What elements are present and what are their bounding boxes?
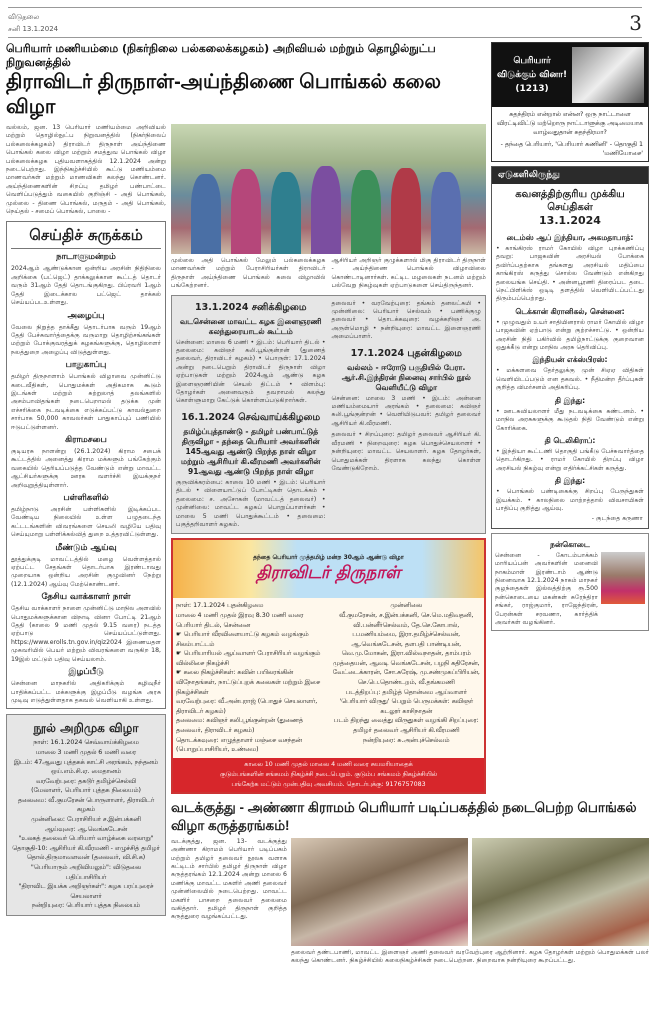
masthead	[8, 11, 58, 35]
bottom-body: வடக்குத்து, ஜன. 13- வடக்குத்து அண்ணா கிராமம் பெரியார் படிப்பகம் மற்றும் தமிழர் தலைவர் நூலக வளாக கட்டிடம் சார்பில் தமிழர் திருநாள் விழா கருத்தரங்கம் 12.1.2024 அன்று மாலை 6 மணிக்கு மாவட்ட மகளிர் அணி தலைவர் முன்னிலையில் நடைபெற்றது. மாவட்ட மகளிர் பாசறை தலைவர் தலைமை வகித்தார். தமிழர் திருநாள் குறித்த கருத்துரை வழங்கப்பட்டது.	[171, 837, 287, 921]
poster-top-text: தந்தை பெரியார் முத்தமிழ் மன்ற 30ஆம் ஆண்டு விழா	[253, 554, 404, 562]
quote-text: சுதந்திரம் என்றால் என்ன? ஒரு நாட்டாளை விரட்டிவிட்டு மற்றொரு நாட்டாளுக்கு அடிமையாக வாழ்வதுதான் சுதந்திரமா?	[497, 111, 644, 136]
schedule-date: 17.1.2024 புதன்கிழமை	[350, 347, 462, 359]
periyar-portrait	[572, 47, 644, 103]
book-launch-box	[6, 714, 166, 916]
book-line: இடம்: 47ஆவது புத்தகக் காட்சி அரங்கம், நந்தனம் ஒய்.எம்.சி.ஏ. மைதானம்	[13, 758, 159, 776]
book-line: "திராவிட இயக்க அறிஞர்கள்": கழக பரப்புரைச் செயலாளர்	[18, 883, 154, 900]
brief-text: தமிழ்நாடு அரசின் பள்ளிகளில் இடிக்கப்பட வேண்டிய நிலையில் உள்ள பழுதடைந்த கட்டடங்களின் விவரங்களை செயலி வழியே பதிவு செய்யுமாறு பள்ளிக்கல்வித் துறை உத்தரவிட்டுள்ளது.	[11, 506, 161, 539]
book-line: வரவேற்புரை: தகடூர் தமிழ்ச்செல்வி	[36, 777, 136, 785]
book-line: "உலகத் தலைவர் பெரியார் வாழ்க்கை வரலாறு"	[18, 835, 154, 843]
donor-photo	[601, 552, 645, 604]
bottom-headline: வடக்குத்து - அண்ணா கிராமம் பெரியார் படிப்பகத்தில் நடைபெற்ற பொங்கல் விழா கருத்தரங்கம்!	[171, 799, 637, 833]
digest-item: • பொங்கல் பண்டிகைக்கு சிறப்பு பேருந்துகள் இயக்கம். • காலநிலை மாற்றத்தால் விவசாயிகள் பாதிப்பு குறித்து ஆய்வு.	[496, 488, 644, 512]
brief-heading: கிராமசபை	[65, 434, 107, 445]
poster-footer-line: பங்கேற்க மட்டும் முன்பதிவு அவசியம். தொடர்புக்கு: 9176757083	[231, 780, 426, 788]
event-schedule	[171, 295, 486, 535]
brief-heading: மீண்டும் ஆய்வு	[55, 542, 117, 553]
book-line: தலைமை: வீ.குமரேசன் பொருளாளர், திராவிடர் கழகம்	[17, 796, 155, 814]
digest-banner: ஏடுகளிலிருந்து	[492, 167, 648, 184]
schedule-text: குருவிக்கரம்பை: காலை 10 மணி • இடம்: பெரியார் திடல் • விளையாட்டுப் போட்டிகள் தொடக்கம் • தலைமை: ச. அசோகன் (மாவட்டத் தலைவர்) • முன்னிலை: மாவட்ட கழகப் பொறுப்பாளர்கள் • மாலை 5 மணி பொதுக்கூட்டம் • தலைமை: பகுத்தறிவாளர் கழகம்.	[176, 478, 326, 528]
poster-banner	[173, 540, 484, 598]
digest-source: டெக்கான் கிரானிகல், சென்னை:	[515, 306, 625, 316]
digest-item: • காங்கிரஸ் ராமர் கோயில் விழா புறக்கணிப்பு தவறு: பாஜகவின் அரசியல் போக்கை தவிர்ப்பதற்காக தங்களது அரசியல் மதிப்பை காங்கிரஸ் கருத்து சொல்ல வேண்டும் என்கிறது தலையங்க செய்தி. • அன்னபூரணி திரைப்பட தடை நெட்பிளிக்ஸ் ஒடிடி தளத்தில் வெளியிடப்பட்டது திரும்பப்பெற்றது.	[496, 245, 644, 303]
brief-text: வேலை நிறுத்த தாக்கீது தொடர்பாக வரும் 19ஆம் தேதி பேச்சுவார்த்தைக்கு வருமாறு தொழிற்சங்கங்கள் மற்றும் போக்குவரத்துக் கழகங்களுக்கு, தொழிலாளர் நலத்துறை அழைப்பு விடுத்துள்ளது.	[11, 323, 161, 356]
bottom-body-2: தலைவர் தண்டபாணி, மாவட்ட இளைஞர் அணி தலைவர் வரவேற்புரை ஆற்றினார். கழக தோழர்கள் மற்றும் பொதுமக்கள் பலர் கலந்து கொண்டனர். நிகழ்ச்சியில் கலைநிகழ்ச்சிகள் நடைபெற்றன. நிறைவாக நன்றியுரை கூறப்பட்டது.	[291, 948, 649, 965]
digest-source: டைம்ஸ் ஆப் இந்தியா, அகமதாபாத்:	[506, 233, 634, 242]
issue-date: சனி 13.1.2024	[8, 25, 59, 33]
event-photo-2	[472, 838, 649, 946]
quote-title: பெரியார் விடுக்கும் வினா! (1213)	[496, 56, 568, 94]
brief-heading: இழப்பீடு	[68, 667, 104, 678]
lead-body: வல்லம், ஜன. 13 பெரியார் மணியம்மை அறிவியல் மற்றும் தொழில்நுட்ப நிறுவனத்தில் (நிகர்நிலைப் பல்கலைக்கழகம்) திராவிடர் திருநாள் அய்ந்திணை பொங்கல் கலை விழா மற்றும் சமத்துவ பொங்கல் விழா பல்கலைக்கழக புதியவளாகத்தில் 12.1.2024 அன்று நடைபெற்றது. இந்நிகழ்ச்சியில் கூட்டு மணியம்மை மாணவர்கள் மற்றும் மாணவிகள் கலந்து கொண்டனர். அய்ந்திணைகளின் சிறப்பு தமிழர் பண்பாட்டை வெளிப்படுத்தும் வகையில் குறிஞ்சி - அதி பொங்கல், முல்லை - திணை பொங்கல், மருதம் - அதி பொங்கல், நெய்தல் - சமைப் பொங்கல், பாலை -	[6, 124, 166, 216]
digest-item: • மக்களவை தேர்தலுக்கு முன் சிஏஏ விதிகள் வெளியிடப்படும் என தகவல். • நீதிமன்ற தீர்ப்புகள் குறித்த விமர்சனம் அதிகரிப்பு.	[496, 367, 644, 392]
paper-name: விடுதலை	[8, 13, 40, 21]
digest-item: • முழுவதும் உயர் சாதியினரால் ராமர் கோயில் விழா பாஜகவின் ஏற்பாடு என்று குற்றச்சாட்டு. • ஒன்றிய அரசின் நிதி பகிர்வில் தமிழ்நாட்டுக்கு குறைவான ஒதுக்கீடு என்று மாநில அரசு தெரிவிப்பு.	[496, 318, 644, 352]
donation-title: நன்கொடை	[550, 539, 590, 549]
brief-text: 2024ஆம் ஆண்டுக்கான ஒன்றிய அரசின் நிதிநிலை அறிக்கை (பட்ஜெட்) தாக்கலுக்கான கூட்டத் தொடர் வரும் 31ஆம் தேதி தொடங்குகிறது. பிப்ரவரி 1ஆம் தேதி இடைக்கால பட்ஜெட் தாக்கல் செய்யப்படஉள்ளது.	[11, 265, 161, 307]
book-title: நூல் அறிமுக விழா	[33, 721, 139, 736]
book-line: நன்றியுரை: பெரியார் புத்தக நிலையம்	[31, 902, 141, 910]
lead-headline: திராவிடர் திருநாள்-அய்ந்திணை பொங்கல் கலை விழா	[6, 71, 441, 118]
poster-logo: திராவிடர் திருநாள்	[256, 563, 401, 584]
poster-detail: வரவேற்புரை: வீ.அன்புராஜ் (பொதுச் செயலாளர், திராவிடர் கழகம்)	[176, 698, 318, 715]
event-photo-1	[291, 838, 468, 946]
poster-detail: மாலை 4 மணி முதல் இரவு 8.30 மணி வரை	[176, 611, 304, 619]
digest-source: தி இந்து:	[554, 395, 586, 405]
brief-text: தூத்துக்குடி மாவட்டத்தில் மழை வெள்ளத்தால் ஏற்பட்ட சேதங்கள் தொடர்பாக இரண்டாவது முறையாக ஒன்றிய அரசின் குழுவினர் நேற்று (12.1.2024) ஆய்வு மேற்கொண்டனர்.	[11, 555, 161, 588]
digest-date: 13.1.2024	[539, 214, 601, 227]
poster-guest: படத்திறப்பு: தமிழ்த் தொன்மை ஆய்வாளர்	[345, 688, 467, 696]
digest-signature: - குடந்தை கருணா	[591, 515, 643, 523]
schedule-title: வடசென்னை மாவட்ட கழக இளைஞரணி கலந்துரையாடல் கூட்டம்	[179, 316, 322, 336]
quote-attribution: - தந்தை பெரியார், 'பெரியார் கணினி' - தொகுதி 1 'மணியோசை'	[500, 141, 643, 157]
book-line: முன்னிலை: பேராசிரியர் ச.இன்பக்கனி	[31, 816, 141, 824]
donation-box	[491, 533, 649, 632]
brief-heading: அழைப்பு	[67, 310, 105, 321]
poster-detail: ☛ பெரியாரியல் ஆய்வாளர் பேராசிரியர் வழங்கும் வில்லிசை நிகழ்ச்சி	[176, 650, 321, 667]
brief-text: குடியரசு நாளன்று (26.1.2024) கிராம சபைக் கூட்டத்தில் அனைத்து கிராம மக்களும் பங்கேற்கும் வகையில் தெரியப்படுத்த வேண்டும் என்று மாவட்ட ஆட்சியர்களுக்கு ஊரக வளர்ச்சி இயக்குநர் அறிவுறுத்தியுள்ளார்.	[11, 447, 161, 489]
poster-detail: நாள்: 17.1.2024 புதன்கிழமை	[176, 602, 264, 610]
schedule-date: 16.1.2024 செவ்வாய்க்கிழமை	[181, 411, 321, 423]
brief-text: தேசிய வாக்காளர் நாளை முன்னிட்டு மாநில அளவில் பொதுமக்களுக்கான விநாடி வினா போட்டி 21ஆம் தேதி (காலை 9 மணி முதல் 9.15 வரை) நடத்த ஏற்பாடு செய்யப்பட்டுள்ளது. https://www.erolls.tn.gov.in/qiz2024 இணையதள முகவரியில் பெயர் மற்றும் விவரங்களை வருகிற 18, 19இல் மட்டும் பதிவு செய்யலாம்.	[11, 605, 161, 663]
poster-detail: ☛ கலை நிகழ்ச்சிகள்: கவின் பயிலரங்கின் விநோதங்கள், நாட்டுப்புறக் கலைகள் மற்றும் இசை நிகழ்ச்சிகள்	[176, 669, 321, 696]
brief-heading: பள்ளிகளில்	[63, 493, 109, 503]
schedule-text: தலைவர் • வரவேற்புரை: தங்கம் தனலட்சுமி • முன்னிலை: பெரியார் செல்வம் • பணிக்குழு தலைவர் • தொடக்கவுரை: வழக்கறிஞர் அ. அருள்மொழி • நன்றியுரை: மாவட்ட இளைஞரணி அமைப்பாளர்.	[331, 299, 481, 341]
lead-photo	[171, 124, 486, 254]
poster-footer	[173, 758, 484, 792]
briefs-title: செய்திச் சுருக்கம்	[11, 225, 161, 249]
book-line: மாலை 3 மணி முதல் 6 மணி வரை	[36, 748, 136, 756]
schedule-title: தமிழ்ப்புத்தாண்டு - தமிழர் பண்பாட்டுத் திருவிழா - தந்தை பெரியார் அவர்களின் 145ஆவது ஆண்டு பிறந்த நாள் விழா மற்றும் ஆசிரியர் கி.வீரமணி அவர்களின் 91ஆவது ஆண்டு பிறந்த நாள் விழா	[181, 426, 321, 476]
schedule-date: 13.1.2024 சனிக்கிழமை	[194, 301, 307, 313]
lead-kicker: பெரியார் மணியம்மை (நிகர்நிலை பல்கலைக்கழகம்) அறிவியல் மற்றும் தொழில்நுட்ப நிறுவனத்தில்	[6, 42, 436, 69]
poster-guest: நன்றியுரை: சு.அன்புச்செல்வம்	[363, 736, 450, 744]
brief-text: சென்னை மாநகரில் அதிகரிக்கும் கழிவுநீர் பாதிக்கப்பட்ட மக்களுக்கு இழப்பீடு வழங்க அரசு முடிவு எடுத்துள்ளதாக தகவல் வெளியாகி உள்ளது.	[11, 680, 161, 704]
editorial-digest	[491, 166, 649, 529]
poster-detail: தொடக்கவுரை: எழுத்தாளர் மஞ்சை வசந்தன் (பொறுப்பாசிரியர், உண்மை)	[176, 736, 302, 754]
poster-footer-line: குடும்பங்களின் சங்கமம் நிகழ்ச்சி நடைபெறும். குடும்ப சங்கமம் நிகழ்ச்சியில்	[220, 770, 437, 778]
digest-source: தி இந்து:	[554, 476, 586, 486]
poster-guest: 'பெரியார் விருது' பெறும் பெருமக்கள்: கவிஞர் கடலூர் காசிநாதன்	[339, 698, 474, 715]
brief-heading: பாதுகாப்பு	[65, 360, 107, 371]
news-briefs	[6, 221, 166, 709]
book-line: ஆய்வுரை: ஆ.வெங்கடேசன்	[44, 825, 128, 833]
schedule-text: சென்னை: மாலை 6 மணி • இடம்: பெரியார் திடல் • தலைமை: கவிஞர் கலி.பூங்குன்றன் (துணைத் தலைவர், திராவிடர் கழகம்) • பொருள்: 17.1.2024 அன்று நடைபெறும் திராவிடர் திருநாள் விழா ஏற்பாடுகள் மற்றும் 2024ஆம் ஆண்டு கழக இளைஞரணியின் செயல் திட்டம் • விளம்பு: தோழர்கள் அனைவரும் தவறாமல் கலந்து கொள்ளுமாறு கேட்டுக் கொள்ளப்படுகிறார்கள்.	[176, 338, 326, 405]
poster-footer-line: காலை 10 மணி முதல் மாலை 4 மணி வரை சுயமரியாதைக்	[244, 760, 413, 768]
page-number: 3	[629, 11, 642, 35]
book-line: நாள்: 16.1.2024 செவ்வாய்க்கிழமை	[33, 739, 139, 747]
brief-text: தமிழர் திருநாளாம் பொங்கல் விழாவை முன்னிட்டு கடைவீதிகள், பொதுமக்கள் அதிகமாக கூடும் இடங்கள் மற்றும் சுற்றுலாத் தலங்களில் அசம்பாவிதங்கள் நடைபெறாமல் தடுக்க முன் எச்சரிக்கை நடவடிக்கை எடுக்கப்பட்டு காவல்துறை சார்பாக 50,000 காவலர்கள் பாதுகாப்புப் பணியில் ஈடுபட்டுள்ளனர்.	[11, 373, 161, 431]
book-line: தொகுதி-10: ஆசிரியர் கி.வீரமணி - எழுச்சித் தமிழர் தொல்.திருமாவளவன் (தலைவர், வி.சி.க)	[12, 844, 160, 862]
book-line: (மேலாளர், பெரியார் புத்தக நிலையம்)	[31, 787, 141, 795]
poster-guest: முன்னிலை	[390, 602, 423, 610]
dravidar-thirunal-poster	[171, 538, 486, 794]
poster-guest: படம் திறந்து வைத்து விருதுகள் வழங்கி சிறப்புரை: தமிழர் தலைவர் ஆசிரியர் கி.வீரமணி	[333, 717, 479, 735]
book-line: "பெரியாரும் அறிவியலும்": விடுதலை பதிப்பாசிரியர்	[30, 864, 142, 881]
poster-detail: தலைமை: கவிஞர் கலி.பூங்குன்றன் (துணைத் தலைவர், திராவிடர் கழகம்)	[176, 717, 304, 735]
schedule-title: வல்லம் - ஈரோடு பகுதியில் பேரா. ஆர்.சி.இந்திரன் நினைவு சார்பில் நூல் வெளியீட்டு விழா	[341, 362, 471, 392]
digest-source: இந்தியன் எக்ஸ்பிரஸ்:	[532, 355, 608, 365]
poster-detail: ☛ பெரியார் வீரவிளையாட்டு கழகம் வழங்கும் சிலம்பாட்டம்	[176, 631, 309, 648]
brief-heading: தேசிய வாக்காளர் நாள்	[41, 592, 131, 603]
digest-source: தி டெலிகிராப்:	[544, 435, 596, 445]
periyar-question-box	[491, 42, 649, 162]
schedule-text: சென்னை: மாலை 3 மணி • இடம்: அன்னை மணியம்மையார் அரங்கம் • தலைமை: கவிஞர் கலி.பூங்குன்றன் • வெளியிடுபவர்: தமிழர் தலைவர் ஆசிரியர் கி.வீரமணி.	[331, 394, 481, 427]
schedule-text: தலைவர் • சிறப்புரை: தமிழர் தலைவர் ஆசிரியர் கி. வீரமணி • நிறைவுரை: கழக பொதுச்செயலாளர் • நன்றியுரை: மாவட்ட செயலாளர். கழக தோழர்கள், பொதுமக்கள் திரளாக கலந்து கொள்ள வேண்டுகிறோம்.	[331, 431, 481, 472]
photo-caption-2: ஆசிரியர் அறிஞர் குழுக்களால் மிகு திராவிடர் திருநாள் - அய்ந்திணை பொங்கல் விழாவிலை கொண்டாடினார்கள். கட்டிட மழலைகள் நடனம் மற்றும் பல்வேறு நிகழ்வுகள் ஏற்பாடுகளை செய்திருந்தனர்.	[331, 257, 486, 290]
brief-heading: நாடாளுமன்றம்	[56, 252, 116, 263]
photo-caption: முல்லை அதி பொங்கல் மேலும் பல்கலைக்கழக மாணவர்கள் மற்றும் பேராசிரியர்கள் திராவிடர் திருநாள் அய்ந்திணை பொங்கல் கலை விழாவில் பங்கேற்றனர்.	[171, 257, 326, 290]
donation-text: சென்னை - கோடம்பாக்கம் மாரியப்பன் அவர்களின் மனைவி நாகம்மாள் இரண்டாம் ஆண்டு நினைவாக 12.1.2024 நாகம் மாநகர் குழந்தைகள் இல்லத்திற்கு ரூ.500 நன்கொடையை மகன்கள் சுரேந்திரா சங்கர், ராஜ்குமார், ராஜேந்திரன், பேரன்கள் சரவணா, கார்த்திக் அவர்கள் வழங்கினர்.	[495, 551, 598, 626]
digest-title: கவனத்திற்குரிய முக்கிய செய்திகள்	[515, 189, 625, 213]
poster-detail: பெரியார் திடல், சென்னை	[176, 621, 251, 629]
digest-item: • ஊடகவியலாளர் மீது நடவடிக்கை கண்டனம். • மாநில அரசுகளுக்கு கூடுதல் நிதி வேண்டும் என்று கோரிக்கை.	[496, 407, 644, 432]
poster-guest: வீ.குமரேசன், ச.இன்பக்கனி, செ.மெ.மதிவதனி, வி.பன்னீர்செல்வம், தே.செ.கோபால், ப.மணியம்மை, இரா.தமிழ்ச்செல்வன், ஆ.வெங்கடேசன், தளபதி பாண்டியன், வெ.மு.மோகன், இரா.வில்வநாதன், தாம்பரம் முத்தையன், ஆவடி வெங்கடேசன், பழநி கதிரேசன், வேட்டைக்காரன், சோ.சுரேஷ், மு.சண்முகப்பிரியன், செ.பெ.தொண்டறம், வீ.தங்கமணி	[332, 611, 480, 687]
digest-item: • இந்தியா கூட்டணி தொகுதி பங்கீடு பேச்சுவார்த்தை தொடர்கிறது. • ராமர் கோயில் திறப்பு விழா அரசியல் நிகழ்வு என்று எதிர்க்கட்சிகள் கருத்து.	[496, 447, 644, 472]
